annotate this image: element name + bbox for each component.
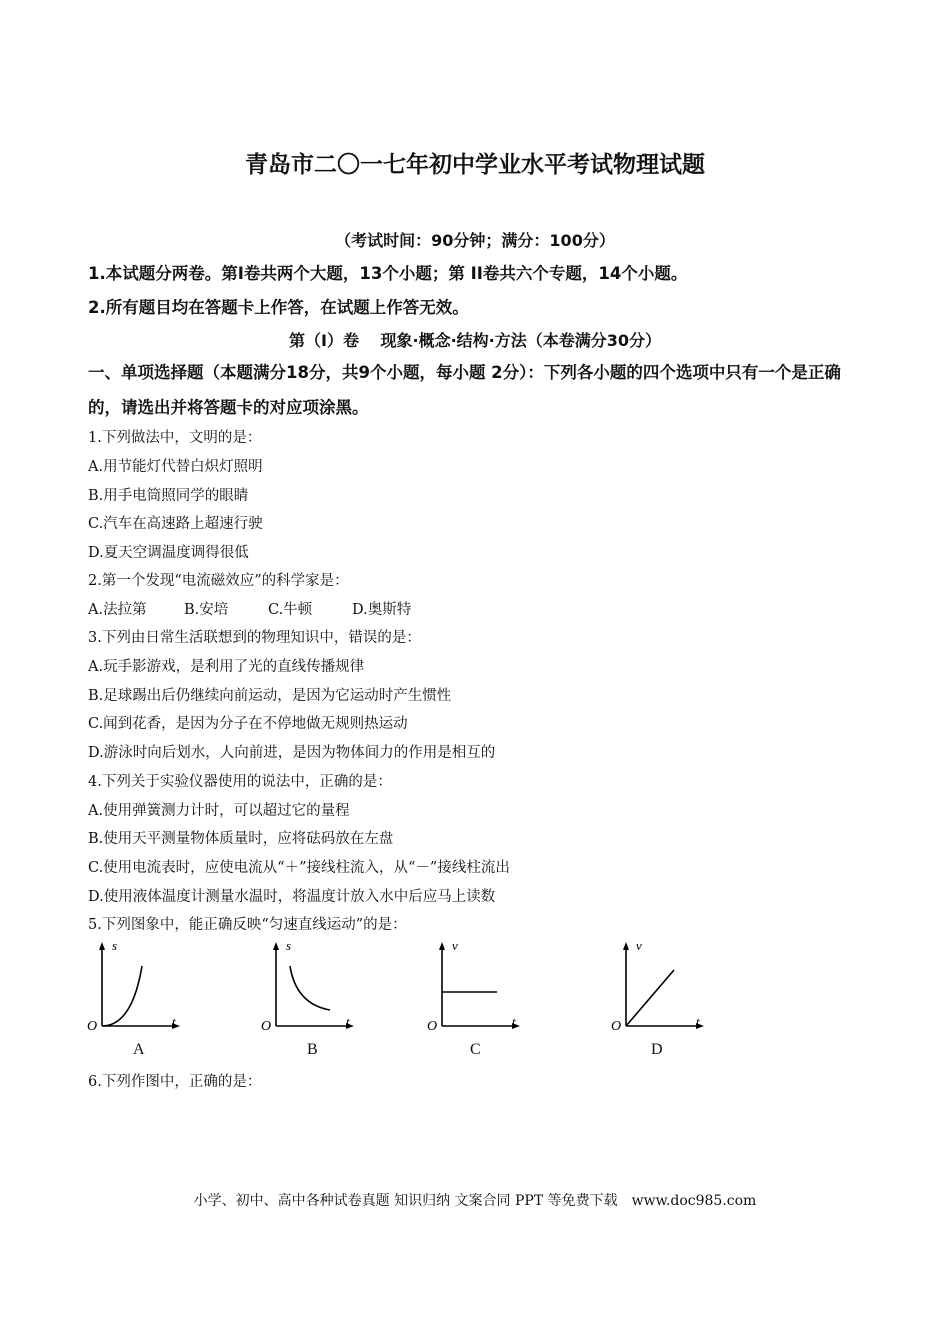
q5-graph-c xyxy=(424,938,534,1038)
exam-info: （考试时间：90分钟；满分：100分） xyxy=(335,231,615,250)
graph-d-y-arrow xyxy=(623,942,629,950)
q5-stem: 5.下列图象中，能正确反映“匀速直线运动”的是： xyxy=(88,917,407,933)
page-footer: 小学、初中、高中各种试卷真题 知识归纳 文案合同 PPT 等免费下载 www.doc985.com xyxy=(193,1193,757,1209)
q1-option-c: C.汽车在高速路上超速行驶 xyxy=(88,516,263,532)
q4-option-a: A.使用弹簧测力计时，可以超过它的量程 xyxy=(88,803,350,819)
graph-b-x-label: t xyxy=(346,1014,350,1029)
q3-option-a: A.玩手影游戏，是利用了光的直线传播规律 xyxy=(88,659,365,675)
q1-option-d: D.夏天空调温度调得很低 xyxy=(88,545,249,561)
q3-option-b: B.足球踢出后仍继续向前运动，是因为它运动时产生惯性 xyxy=(88,688,452,704)
graph-a-y-arrow xyxy=(99,942,105,950)
graph-a-y-label: s xyxy=(112,938,118,953)
q5-graph-a xyxy=(84,938,194,1038)
q5-graph-b xyxy=(258,938,368,1038)
q1-option-a: A.用节能灯代替白炽灯照明 xyxy=(88,459,263,475)
section-instruction: 一、单项选择题（本题满分18分，共9个小题，每小题 2分）：下列各小题的四个选项中只有一个是正确的，请选出并将答题卡的对应项涂黑。 xyxy=(88,363,841,417)
graph-c-y-label: v xyxy=(452,938,458,953)
q5-graph-c-letter: C xyxy=(470,1041,481,1058)
graph-b-y-label: s xyxy=(286,938,292,953)
q1-stem: 1.下列做法中，文明的是： xyxy=(88,430,262,446)
q3-option-c: C.闻到花香，是因为分子在不停地做无规则热运动 xyxy=(88,716,408,732)
q1-option-b: B.用手电筒照同学的眼睛 xyxy=(88,488,249,504)
graph-a-origin: O xyxy=(87,1019,98,1034)
graph-d-y-label: v xyxy=(636,938,642,953)
graph-d-origin: O xyxy=(611,1019,622,1034)
notice-1: 1.本试题分两卷。第Ⅰ卷共两个大题，13个小题；第 II卷共六个专题，14个小题。 xyxy=(88,264,688,283)
q2-option-d: D.奥斯特 xyxy=(352,602,412,618)
q5-graph-d-letter: D xyxy=(651,1041,663,1058)
q3-stem: 3.下列由日常生活联想到的物理知识中，错误的是： xyxy=(88,630,421,646)
q4-stem: 4.下列关于实验仪器使用的说法中，正确的是： xyxy=(88,774,392,790)
q4-option-b: B.使用天平测量物体质量时，应将砝码放在左盘 xyxy=(88,831,394,847)
q2-stem: 2.第一个发现“电流磁效应”的科学家是： xyxy=(88,573,349,589)
q2-option-a: A.法拉第 xyxy=(88,602,147,618)
q6-stem: 6.下列作图中，正确的是： xyxy=(88,1074,262,1090)
exam-title: 青岛市二〇一七年初中学业水平考试物理试题 xyxy=(245,152,705,178)
q2-option-b: B.安培 xyxy=(184,602,229,618)
graph-c-y-arrow xyxy=(439,942,445,950)
graph-a-x-label: t xyxy=(172,1014,176,1029)
graph-b-curve xyxy=(290,966,330,1010)
graph-b-origin: O xyxy=(261,1019,272,1034)
q5-graph-b-letter: B xyxy=(307,1041,318,1058)
q4-option-c: C.使用电流表时，应使电流从“＋”接线柱流入，从“－”接线柱流出 xyxy=(88,860,510,876)
graph-c-origin: O xyxy=(427,1019,438,1034)
q2-options xyxy=(88,598,411,619)
q5-graph-d xyxy=(608,938,718,1038)
q2-option-c: C.牛顿 xyxy=(268,602,313,618)
graph-d-x-label: t xyxy=(696,1014,700,1029)
q4-option-d: D.使用液体温度计测量水温时，将温度计放入水中后应马上读数 xyxy=(88,889,496,905)
q5-graph-a-letter: A xyxy=(133,1041,145,1058)
part-heading: 第（Ⅰ）卷 现象·概念·结构·方法（本卷满分30分） xyxy=(288,331,662,350)
q3-option-d: D.游泳时向后划水，人向前进，是因为物体间力的作用是相互的 xyxy=(88,745,496,761)
graph-a-curve xyxy=(102,966,142,1026)
graph-d-line xyxy=(626,970,674,1026)
graph-b-y-arrow xyxy=(273,942,279,950)
graph-c-x-label: t xyxy=(512,1014,516,1029)
notice-2: 2.所有题目均在答题卡上作答，在试题上作答无效。 xyxy=(88,298,469,317)
